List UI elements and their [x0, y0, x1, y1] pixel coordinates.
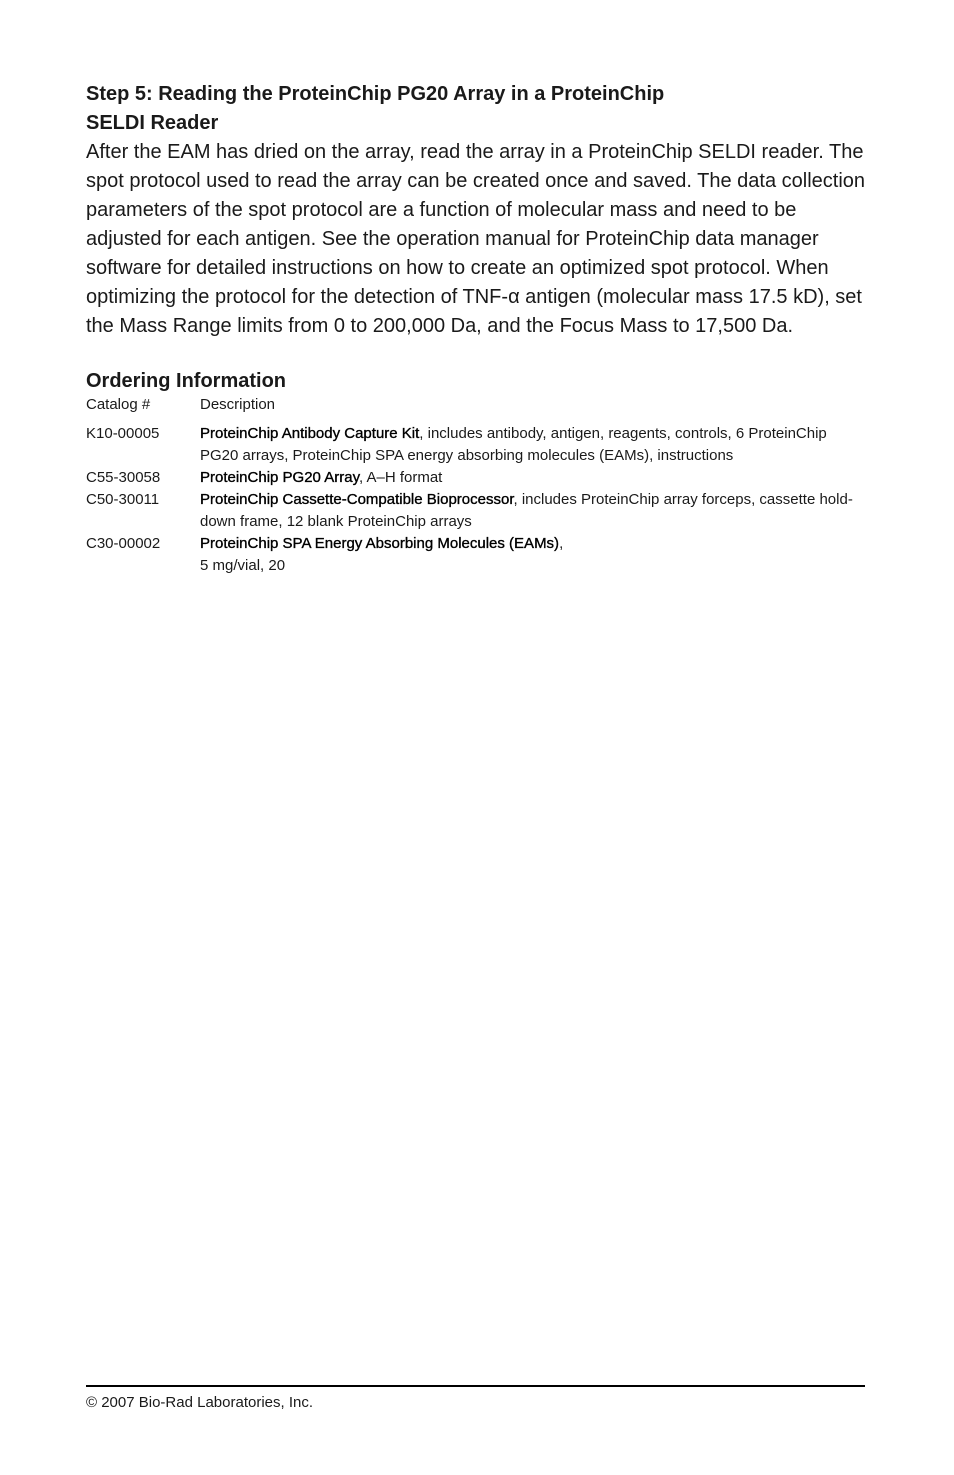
ordering-heading: Ordering Information [86, 370, 286, 392]
product-name: ProteinChip Cassette-Compatible Bioprocessor [200, 491, 514, 508]
catalog-number: K10-00005 [86, 425, 160, 442]
item-description [200, 489, 866, 533]
footer-divider [86, 1385, 865, 1387]
product-detail: , A–H format [358, 469, 443, 486]
catalog-column-header: Catalog # [86, 396, 151, 413]
step5-heading-line2: SELDI Reader [86, 112, 219, 134]
table-row [86, 423, 866, 467]
alpha-symbol: α [508, 286, 520, 308]
step5-heading [86, 80, 786, 138]
catalog-number: C55-30058 [86, 469, 161, 486]
step5-body-part2: antigen (molecular mass 17.5 kD), set the Mass Range limits from 0 to 200,000 Da, and the Focus Mass to 17,500 Da. [86, 286, 862, 337]
description-column-header: Description [200, 396, 276, 413]
ordering-header-row [86, 394, 866, 416]
product-name: ProteinChip Antibody Capture Kit [200, 425, 420, 442]
product-detail: , includes antibody, antigen, reagents, controls, 6 ProteinChip PG20 arrays, ProteinChip SPA energy absorbing molecules (EAMs), instructions [200, 425, 827, 464]
product-detail-line2: 5 mg/vial, 20 [200, 557, 286, 574]
product-name: ProteinChip SPA Energy Absorbing Molecules (EAMs) [200, 535, 560, 552]
step5-body-part1: After the EAM has dried on the array, read the array in a ProteinChip SELDI reader. The spot protocol used to read the array can be created once and saved. The data collection parameters of the spot protocol are a function of molecular mass and need to be adjusted for each antigen. See the operation manual for ProteinChip data manager software for detailed instructions on how to create an optimized spot protocol. When optimizing the protocol for the detection of TNF- [86, 141, 866, 308]
product-detail: , [559, 535, 564, 552]
catalog-number: C50-30011 [86, 491, 160, 508]
step5-body [86, 138, 866, 341]
item-description [200, 467, 866, 489]
catalog-number: C30-00002 [86, 535, 161, 552]
product-name: ProteinChip PG20 Array [200, 469, 359, 486]
footer-copyright: © 2007 Bio-Rad Laboratories, Inc. [86, 1394, 314, 1411]
table-row [86, 467, 866, 489]
item-description [200, 533, 866, 577]
ordering-table [86, 394, 866, 577]
step5-heading-line1: Step 5: Reading the ProteinChip PG20 Array in a ProteinChip [86, 83, 665, 105]
page-content [86, 80, 866, 577]
table-row [86, 533, 866, 577]
table-row [86, 489, 866, 533]
item-description [200, 423, 866, 467]
product-detail: , includes ProteinChip array forceps, cassette hold-down frame, 12 blank ProteinChip arrays [200, 491, 853, 530]
